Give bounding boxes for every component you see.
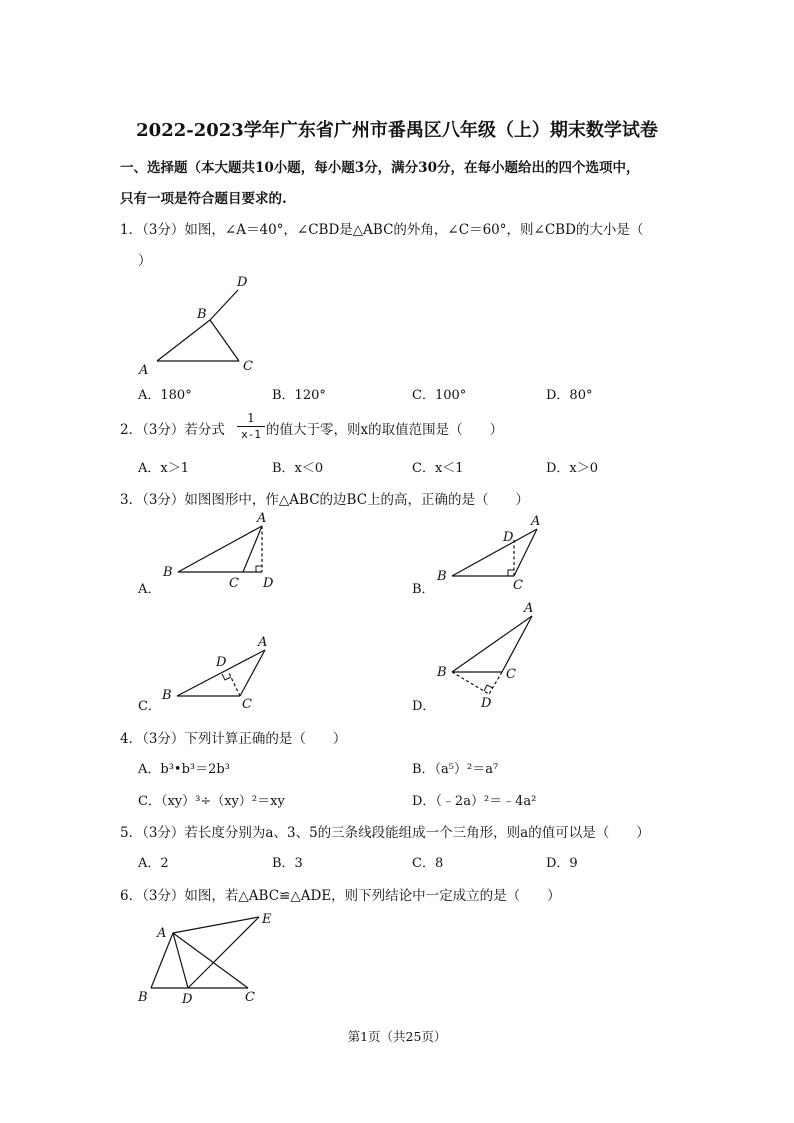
q5-option-c: C．8	[412, 856, 444, 871]
q3-option-d: D．	[412, 699, 436, 714]
q6-label-c: C	[245, 990, 255, 1005]
q3a-label-c: C	[229, 576, 239, 591]
q1-label-a: A	[139, 363, 149, 378]
page-title: 2022-2023学年广东省广州市番禺区八年级（上）期末数学试卷	[136, 120, 658, 141]
q1-option-d: D．80°	[546, 388, 593, 403]
section-header-line2: 只有一项是符合题目要求的.	[120, 191, 287, 207]
q3d-label-c: C	[506, 667, 516, 682]
q2-frac-denominator: x-1	[241, 428, 261, 441]
q2-suffix: 的值大于零，则x的取值范围是（ ）	[266, 422, 504, 438]
q4-option-d: D．（﹣2a）²＝﹣4a²	[412, 794, 537, 809]
q4-option-b: B．（a⁵）²＝a⁷	[412, 762, 499, 777]
q3d-label-b: B	[437, 665, 447, 680]
q5-stem: 5．（3分）若长度分别为a、3、5的三条线段能组成一个三角形，则a的值可以是（ ）	[120, 825, 650, 841]
q3a-label-d: D	[263, 576, 274, 591]
q2-option-b: B．x＜0	[272, 461, 324, 476]
q3c-label-b: B	[162, 688, 172, 703]
q1-stem-cont: ）	[138, 253, 152, 269]
q6-label-d: D	[182, 992, 193, 1007]
q3c-label-a: A	[258, 635, 268, 650]
q3b-label-b: B	[437, 569, 447, 584]
q1-option-c: C．100°	[412, 388, 467, 403]
q3-stem: 3．（3分）如图图形中，作△ABC的边BC上的高，正确的是（ ）	[120, 492, 530, 508]
section-header-line1: 一、选择题（本大题共10小题，每小题3分，满分30分，在每小题给出的四个选项中，	[120, 160, 640, 176]
q3b-label-a: A	[531, 514, 541, 529]
q6-label-b: B	[138, 990, 148, 1005]
q4-option-c: C．（xy）³÷（xy）²＝xy	[138, 794, 285, 809]
q5-option-d: D．9	[546, 856, 578, 871]
q1-option-a: A．180°	[138, 388, 192, 403]
q1-label-c: C	[243, 359, 253, 374]
q1-option-b: B．120°	[272, 388, 326, 403]
q3b-label-d: D	[503, 530, 514, 545]
q3b-label-c: C	[513, 578, 523, 593]
q1-label-b: B	[197, 307, 207, 322]
q3c-label-d: D	[216, 655, 227, 670]
q4-stem: 4．（3分）下列计算正确的是（ ）	[120, 731, 347, 747]
q3c-label-c: C	[242, 697, 252, 712]
q4-option-a: A．b³•b³＝2b³	[138, 762, 230, 777]
q2-prefix: 2．（3分）若分式	[120, 422, 225, 438]
q3d-label-d: D	[481, 696, 492, 711]
q3-option-a: A．	[138, 582, 161, 597]
q6-label-e: E	[262, 912, 272, 927]
q3-option-c: C．	[138, 699, 161, 714]
q2-option-a: A．x＞1	[138, 461, 189, 476]
q3-option-b: B．	[412, 582, 435, 597]
q2-frac-numerator: 1	[237, 411, 265, 427]
q3a-label-b: B	[163, 565, 173, 580]
q5-option-b: B．3	[272, 856, 303, 871]
q3d-label-a: A	[524, 601, 534, 616]
q2-option-d: D．x＞0	[546, 461, 599, 476]
q1-label-d: D	[237, 275, 248, 290]
q6-label-a: A	[157, 926, 167, 941]
q1-stem: 1．（3分）如图，∠A＝40°，∠CBD是△ABC的外角，∠C＝60°，则∠CBD的大小是（	[120, 222, 644, 238]
q3a-label-a: A	[257, 511, 267, 526]
q5-option-a: A．2	[138, 856, 169, 871]
q2-option-c: C．x＜1	[412, 461, 464, 476]
page-number: 第1页（共25页）	[347, 1029, 447, 1044]
q6-stem: 6．（3分）如图，若△ABC≌△ADE，则下列结论中一定成立的是（ ）	[120, 888, 561, 904]
